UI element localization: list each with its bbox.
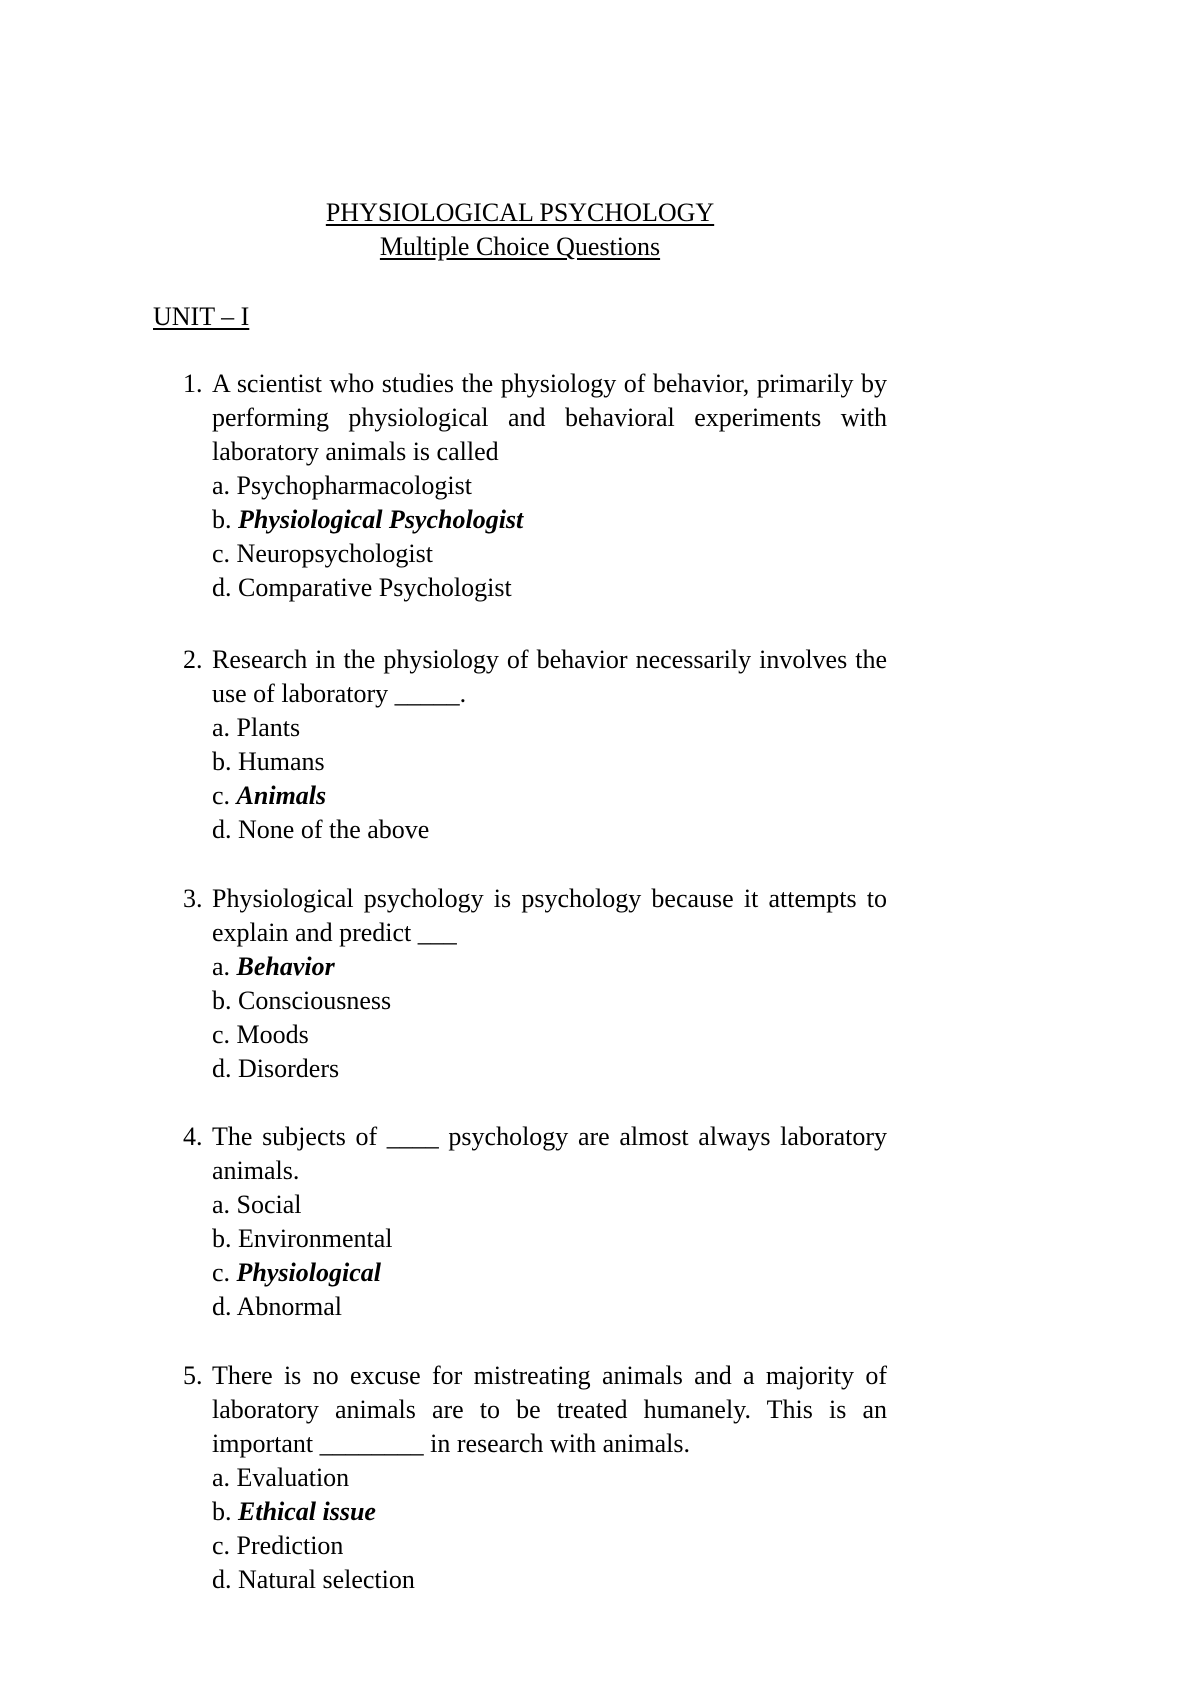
option-letter: c. bbox=[212, 1531, 231, 1560]
question-stem bbox=[183, 882, 887, 950]
option-d bbox=[212, 813, 887, 847]
option-d bbox=[212, 1290, 887, 1324]
correct-answer: Behavior bbox=[236, 952, 335, 981]
option-a bbox=[212, 950, 887, 984]
option-b bbox=[212, 1495, 887, 1529]
question-text: Physiological psychology is psychology because it attempts to explain and predict ___ bbox=[212, 884, 887, 947]
question-4 bbox=[183, 1120, 887, 1324]
option-text: Abnormal bbox=[236, 1292, 342, 1321]
option-d bbox=[212, 1052, 887, 1086]
option-text: Neuropsychologist bbox=[236, 539, 433, 568]
option-text: Social bbox=[236, 1190, 302, 1219]
option-a bbox=[212, 469, 887, 503]
option-text: Moods bbox=[236, 1020, 309, 1049]
option-b bbox=[212, 1222, 887, 1256]
option-c bbox=[212, 779, 887, 813]
option-letter: c. bbox=[212, 1258, 231, 1287]
option-letter: a. bbox=[212, 713, 231, 742]
options-list bbox=[183, 950, 887, 1086]
options-list bbox=[183, 469, 887, 605]
correct-answer: Animals bbox=[236, 781, 327, 810]
option-letter: a. bbox=[212, 952, 231, 981]
options-list bbox=[183, 1461, 887, 1597]
option-letter: b. bbox=[212, 747, 232, 776]
unit-heading: UNIT – I bbox=[153, 302, 250, 331]
document-title: PHYSIOLOGICAL PSYCHOLOGY bbox=[325, 198, 715, 227]
option-text: Disorders bbox=[238, 1054, 340, 1083]
option-text: Environmental bbox=[238, 1224, 393, 1253]
question-stem bbox=[183, 643, 887, 711]
option-text: Plants bbox=[236, 713, 301, 742]
option-a bbox=[212, 1461, 887, 1495]
option-text: Natural selection bbox=[238, 1565, 415, 1594]
question-text: A scientist who studies the physiology of behavior, primarily by performing physiological and behavioral experiments with laboratory animals is called bbox=[212, 369, 887, 466]
question-1 bbox=[183, 367, 887, 605]
option-a bbox=[212, 711, 887, 745]
option-letter: c. bbox=[212, 1020, 231, 1049]
document-subtitle: Multiple Choice Questions bbox=[379, 232, 661, 261]
option-text: Psychopharmacologist bbox=[236, 471, 472, 500]
option-b bbox=[212, 503, 887, 537]
option-text: Consciousness bbox=[238, 986, 392, 1015]
question-number: 4. bbox=[183, 1122, 203, 1151]
option-c bbox=[212, 537, 887, 571]
option-letter: d. bbox=[212, 1054, 232, 1083]
option-a bbox=[212, 1188, 887, 1222]
option-letter: b. bbox=[212, 1224, 232, 1253]
question-number: 5. bbox=[183, 1361, 203, 1390]
question-number: 1. bbox=[183, 369, 203, 398]
question-text: Research in the physiology of behavior necessarily involves the use of laboratory _____. bbox=[212, 645, 887, 708]
option-text: Prediction bbox=[236, 1531, 344, 1560]
option-letter: a. bbox=[212, 1463, 231, 1492]
correct-answer: Physiological bbox=[236, 1258, 381, 1287]
question-stem bbox=[183, 1359, 887, 1461]
question-2 bbox=[183, 643, 887, 847]
option-d bbox=[212, 1563, 887, 1597]
option-letter: b. bbox=[212, 1497, 232, 1526]
question-number: 3. bbox=[183, 884, 203, 913]
question-text: The subjects of ____ psychology are almost always laboratory animals. bbox=[212, 1122, 887, 1185]
option-letter: c. bbox=[212, 539, 231, 568]
option-c bbox=[212, 1256, 887, 1290]
option-letter: d. bbox=[212, 815, 232, 844]
option-letter: b. bbox=[212, 986, 232, 1015]
option-letter: b. bbox=[212, 505, 232, 534]
question-number: 2. bbox=[183, 645, 203, 674]
correct-answer: Physiological Psychologist bbox=[238, 505, 524, 534]
option-b bbox=[212, 745, 887, 779]
options-list bbox=[183, 1188, 887, 1324]
question-stem bbox=[183, 1120, 887, 1188]
question-3 bbox=[183, 882, 887, 1086]
correct-answer: Ethical issue bbox=[238, 1497, 376, 1526]
question-5 bbox=[183, 1359, 887, 1597]
option-text: Humans bbox=[238, 747, 325, 776]
option-text: None of the above bbox=[238, 815, 430, 844]
option-letter: a. bbox=[212, 1190, 231, 1219]
option-letter: c. bbox=[212, 781, 231, 810]
option-text: Comparative Psychologist bbox=[238, 573, 512, 602]
option-letter: d. bbox=[212, 1565, 232, 1594]
option-letter: d. bbox=[212, 573, 232, 602]
option-d bbox=[212, 571, 887, 605]
option-c bbox=[212, 1018, 887, 1052]
option-c bbox=[212, 1529, 887, 1563]
option-text: Evaluation bbox=[236, 1463, 350, 1492]
options-list bbox=[183, 711, 887, 847]
question-text: There is no excuse for mistreating animals and a majority of laboratory animals are to be treated humanely. This is an important ________ in research with animals. bbox=[212, 1361, 887, 1458]
option-b bbox=[212, 984, 887, 1018]
option-letter: d. bbox=[212, 1292, 232, 1321]
question-stem bbox=[183, 367, 887, 469]
option-letter: a. bbox=[212, 471, 231, 500]
